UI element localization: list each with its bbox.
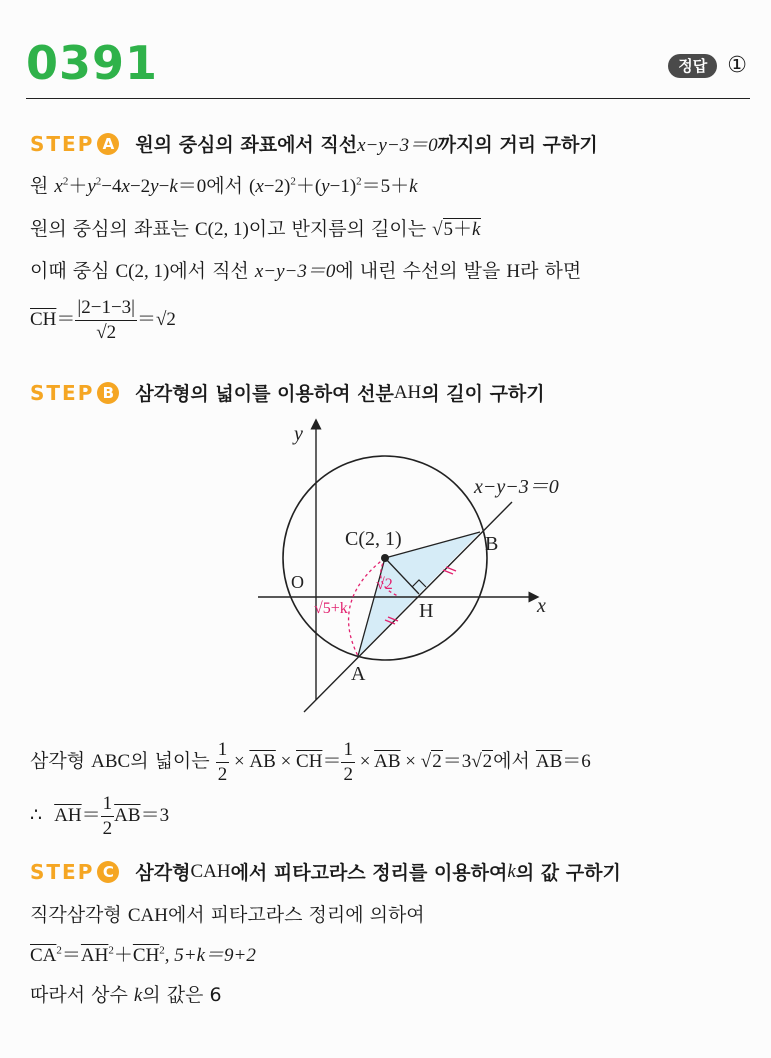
center-coord: C(2, 1) (194, 219, 249, 240)
step-c-letter: C (97, 861, 119, 883)
point-c-label: C(2, 1) (345, 528, 402, 550)
area-equation: $\frac{1}{2}$ × $\overline{AB} \times \overline{CH}=$ $\frac{1}{2}$ × $\overline{AB} \times √2=3√2$ (217, 739, 493, 786)
problem-number: 0391 (26, 36, 159, 90)
circle-equation: $x^2+y^2-4x-2y-k=0$ (54, 175, 207, 197)
point-c (381, 554, 389, 562)
step-a-tag: STEP (30, 131, 95, 156)
step-c-title-eq: CAH (190, 860, 231, 882)
tick-mark (446, 567, 456, 571)
step-a-letter: A (97, 133, 119, 155)
text: 에서 피타고라스 정리에 의하여 (167, 904, 425, 926)
denominator: √2 (96, 322, 117, 343)
ah-result: $\overline{AH}=$ $\frac{1}{2}$ $\overline{AB}=3$ (54, 793, 170, 840)
text: 이때 중심 (30, 260, 116, 282)
radius: √5＋k (432, 219, 481, 240)
text: 에서 직선 (169, 260, 255, 282)
text: 에서 (206, 175, 250, 197)
text: 의 넓이는 (130, 750, 216, 772)
step-b-letter: B (97, 382, 119, 404)
therefore-symbol: ∴ (30, 804, 43, 826)
step-b-title-eq: AH (393, 381, 422, 403)
distance-formula: $\overline{CH}=$ $\frac{|2-1-3|}{√2}$ ＝√2 (30, 297, 176, 343)
point-b-label: B (485, 533, 499, 555)
triangle-abc: ABC (91, 751, 131, 772)
segment-ch: $\overline{CH}$ (30, 308, 57, 330)
k-variable: k (133, 985, 143, 1006)
text: 에서 (493, 750, 536, 772)
text: 원의 중심의 좌표는 (30, 218, 195, 240)
step-b-tag: STEP (30, 380, 95, 405)
step-b-title-pre: 삼각형의 넓이를 이용하여 선분 (135, 383, 394, 405)
step-a-title-eq: x−y−3＝0 (357, 135, 438, 156)
step-c-title-k: k (507, 860, 516, 882)
point-h-label: H (419, 600, 434, 622)
answer-badge: 정답 (668, 54, 717, 78)
step-c-line-2 (30, 943, 256, 969)
step-a-title-pre: 원의 중심의 좌표에서 직선 (135, 134, 358, 156)
step-c-tag: STEP (30, 859, 95, 884)
step-c-line-1 (30, 902, 425, 929)
result: ＝√2 (136, 308, 176, 330)
text: 직각삼각형 (30, 904, 128, 926)
ca-length-label: √5+k (314, 600, 348, 617)
text: 의 값은 6 (142, 984, 222, 1006)
text: 이고 반지름의 길이는 (248, 218, 433, 240)
y-axis-label: y (294, 423, 303, 445)
line-equation: x−y−3＝0 (254, 261, 336, 282)
numerator: |2−1−3| (75, 296, 137, 321)
step-b-line-2 (30, 790, 169, 841)
step-c-title-pre: 삼각형 (135, 862, 191, 884)
standard-form: $(x-2)^2+(y-1)^2=5+k$ (249, 175, 418, 197)
foot-label: H (506, 261, 521, 282)
ch-length-label: √2 (376, 576, 393, 593)
origin-label: O (291, 572, 304, 592)
step-c-title-post2: 의 값 구하기 (515, 862, 621, 884)
text: 원 (30, 175, 55, 197)
step-c-line-3 (30, 982, 222, 1009)
step-c-title-post: 에서 피타고라스 정리를 이용하여 (230, 862, 508, 884)
ab-result: $\overline{AB}=6$ (535, 751, 591, 772)
text: 따라서 상수 (30, 984, 134, 1006)
text: 라 하면 (520, 260, 582, 282)
tick-mark (443, 570, 453, 574)
step-c-heading (30, 858, 621, 885)
point-a-label: A (351, 663, 366, 685)
step-b-title-post: 의 길이 구하기 (421, 383, 545, 405)
step-a-title-post: 까지의 거리 구하기 (437, 134, 598, 156)
answer-value: ① (727, 53, 747, 78)
triangle-cah: CAH (127, 905, 168, 926)
step-b-line-1 (30, 736, 591, 787)
text: 에 내린 수선의 발을 (335, 260, 507, 282)
text: 삼각형 (30, 750, 92, 772)
line-label: x−y−3＝0 (474, 476, 559, 498)
k-equation: 5+k＝9+2 (174, 945, 256, 966)
x-axis-label: x (537, 595, 546, 617)
center-coord: C(2, 1) (115, 261, 170, 282)
pythagorean-equation: $\overline{CA}^2=\overline{AH}^2+\overline{CH}^2$, (30, 944, 175, 966)
